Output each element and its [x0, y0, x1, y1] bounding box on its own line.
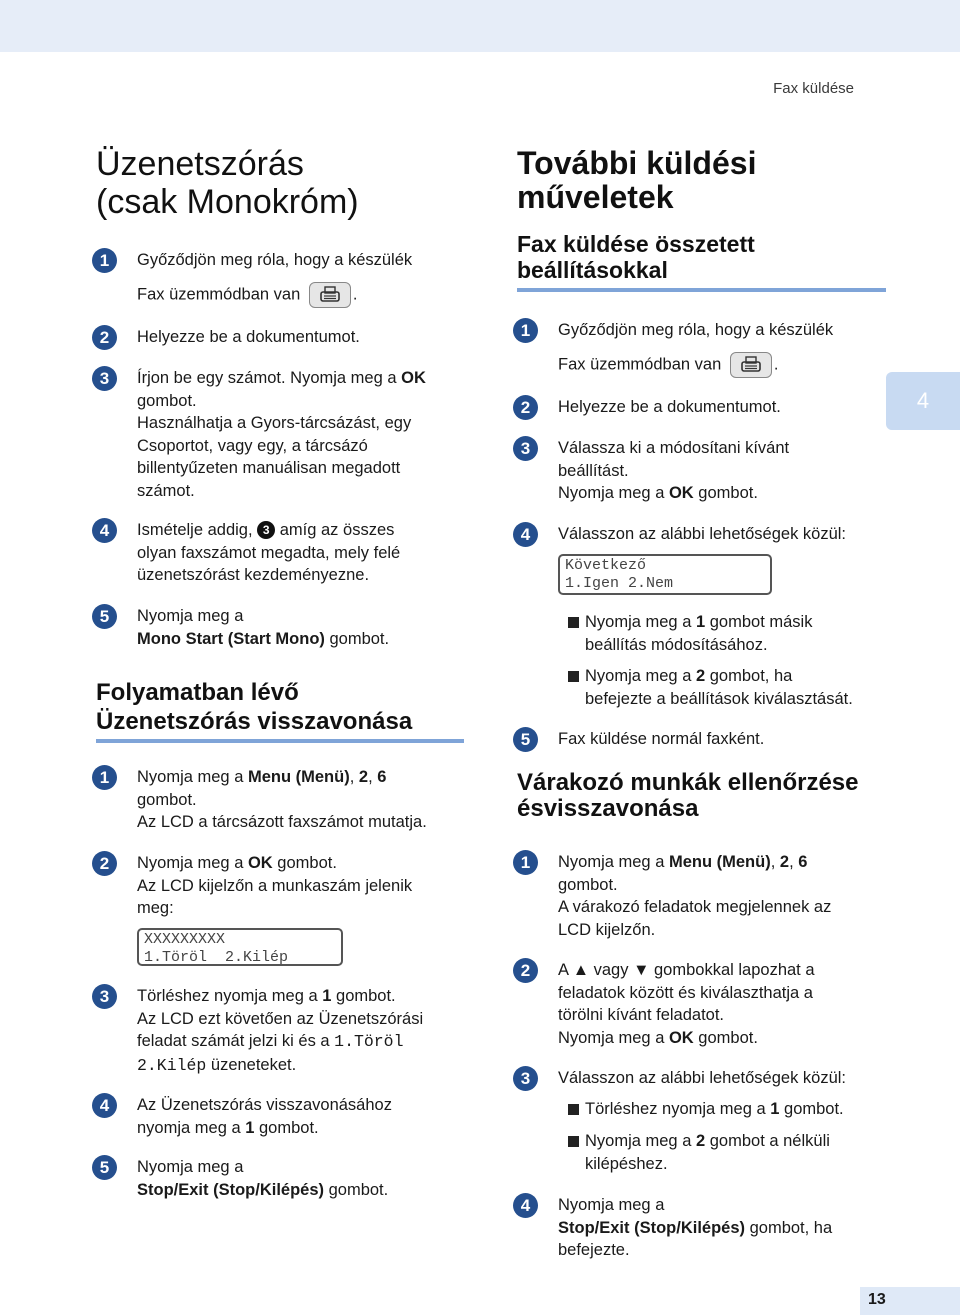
step-text: Nyomja meg a OK gombot. Az LCD kijelzőn a munkaszám jelenik meg:	[137, 854, 413, 917]
lcd-display: XXXXXXXXX 1.Töröl 2.Kilép	[137, 928, 343, 966]
step-text: Nyomja meg a Mono Start (Start Mono) gombot.	[137, 607, 390, 648]
subsection-rule	[96, 739, 464, 743]
section-title: Üzenetszórás (csak Monokróm)	[96, 145, 359, 221]
bullet-square-icon	[568, 671, 579, 682]
step-text: Válasszon az alábbi lehetőségek közül:	[558, 1069, 847, 1087]
step-number: 1	[513, 318, 538, 343]
chapter-tab: 4	[886, 372, 960, 430]
step-number: 2	[92, 325, 117, 350]
step-number: 5	[92, 1155, 117, 1180]
subsection-rule	[517, 288, 886, 292]
step-number: 3	[92, 366, 117, 391]
section-title: További küldési műveletek	[517, 145, 757, 215]
fax-mode-button-icon	[309, 282, 351, 308]
step-number: 3	[92, 984, 117, 1009]
step-number: 4	[92, 1093, 117, 1118]
step-number: 4	[513, 1193, 538, 1218]
step-reference-icon: 3	[257, 521, 275, 539]
step-text: Nyomja meg a Menu (Menü), 2, 6 gombot. A várakozó feladatok megjelennek az LCD kijelzőn.	[558, 853, 832, 939]
step-text: Törléshez nyomja meg a 1 gombot. Az LCD ezt követően az Üzenetszórási feladat számát jelzi ki és a 1.Töröl 2.Kilép üzeneteket.	[137, 987, 424, 1075]
lcd-display: Következő 1.Igen 2.Nem	[558, 554, 772, 595]
bullet-square-icon	[568, 1136, 579, 1147]
step-text: Az Üzenetszórás visszavonásához nyomja meg a 1 gombot.	[137, 1096, 392, 1137]
up-arrow-icon: ▲	[572, 961, 590, 979]
step-text: Fax küldése normál faxként.	[558, 730, 765, 748]
step-number: 1	[513, 850, 538, 875]
step-number: 5	[92, 604, 117, 629]
step-text: Válassza ki a módosítani kívánt beállítást. Nyomja meg a OK gombot.	[558, 439, 790, 502]
step-number: 2	[513, 958, 538, 983]
bullet-square-icon	[568, 1104, 579, 1115]
step-number: 3	[513, 1066, 538, 1091]
top-banner	[0, 0, 960, 52]
subsection-title: Folyamatban lévő Üzenetszórás visszavonása	[96, 679, 413, 735]
step-text: Válasszon az alábbi lehetőségek közül:	[558, 525, 847, 543]
down-arrow-icon: ▼	[633, 961, 650, 979]
step-text: Győződjön meg róla, hogy a készülék Fax üzemmódban van .	[137, 249, 476, 308]
step-number: 3	[513, 436, 538, 461]
step-number: 2	[92, 851, 117, 876]
step-number: 4	[92, 518, 117, 543]
step-text: A ▲ vagy ▼ gombokkal lapozhat a feladatok között és kiválaszthatja a törölni kívánt feladatot. Nyomja meg a OK gombot.	[558, 961, 815, 1047]
page-number: 13	[860, 1287, 960, 1315]
step-number: 1	[92, 248, 117, 273]
bullet-square-icon	[568, 617, 579, 628]
running-header: Fax küldése	[773, 80, 854, 97]
subsection-title: Várakozó munkák ellenőrzése ésvisszavonása	[517, 769, 859, 822]
step-number: 5	[513, 727, 538, 752]
subsection-title: Fax küldése összetett beállításokkal	[517, 231, 755, 283]
step-text: Nyomja meg a Stop/Exit (Stop/Kilépés) gombot.	[137, 1158, 389, 1199]
step-text: Nyomja meg a Stop/Exit (Stop/Kilépés) gombot, ha befejezte.	[558, 1196, 833, 1259]
step-number: 2	[513, 395, 538, 420]
step-number: 1	[92, 765, 117, 790]
step-number: 4	[513, 522, 538, 547]
step-text: Ismételje addig, 3 amíg az összes olyan faxszámot megadta, mely felé üzenetszórást kezdeményezne.	[137, 521, 401, 584]
step-text: Helyezze be a dokumentumot.	[137, 328, 360, 346]
step-text: Írjon be egy számot. Nyomja meg a OK gombot. Használhatja a Gyors-tárcsázást, egy Csoportot, vagy egy, a tárcsázó billentyűzeten manuálisan megadott számot.	[137, 369, 426, 500]
step-text: Nyomja meg a Menu (Menü), 2, 6 gombot. Az LCD a tárcsázott faxszámot mutatja.	[137, 768, 427, 831]
step-text: Helyezze be a dokumentumot.	[558, 398, 781, 416]
fax-mode-button-icon	[730, 352, 772, 378]
step-text: Győződjön meg róla, hogy a készülék Fax üzemmódban van .	[558, 319, 892, 378]
